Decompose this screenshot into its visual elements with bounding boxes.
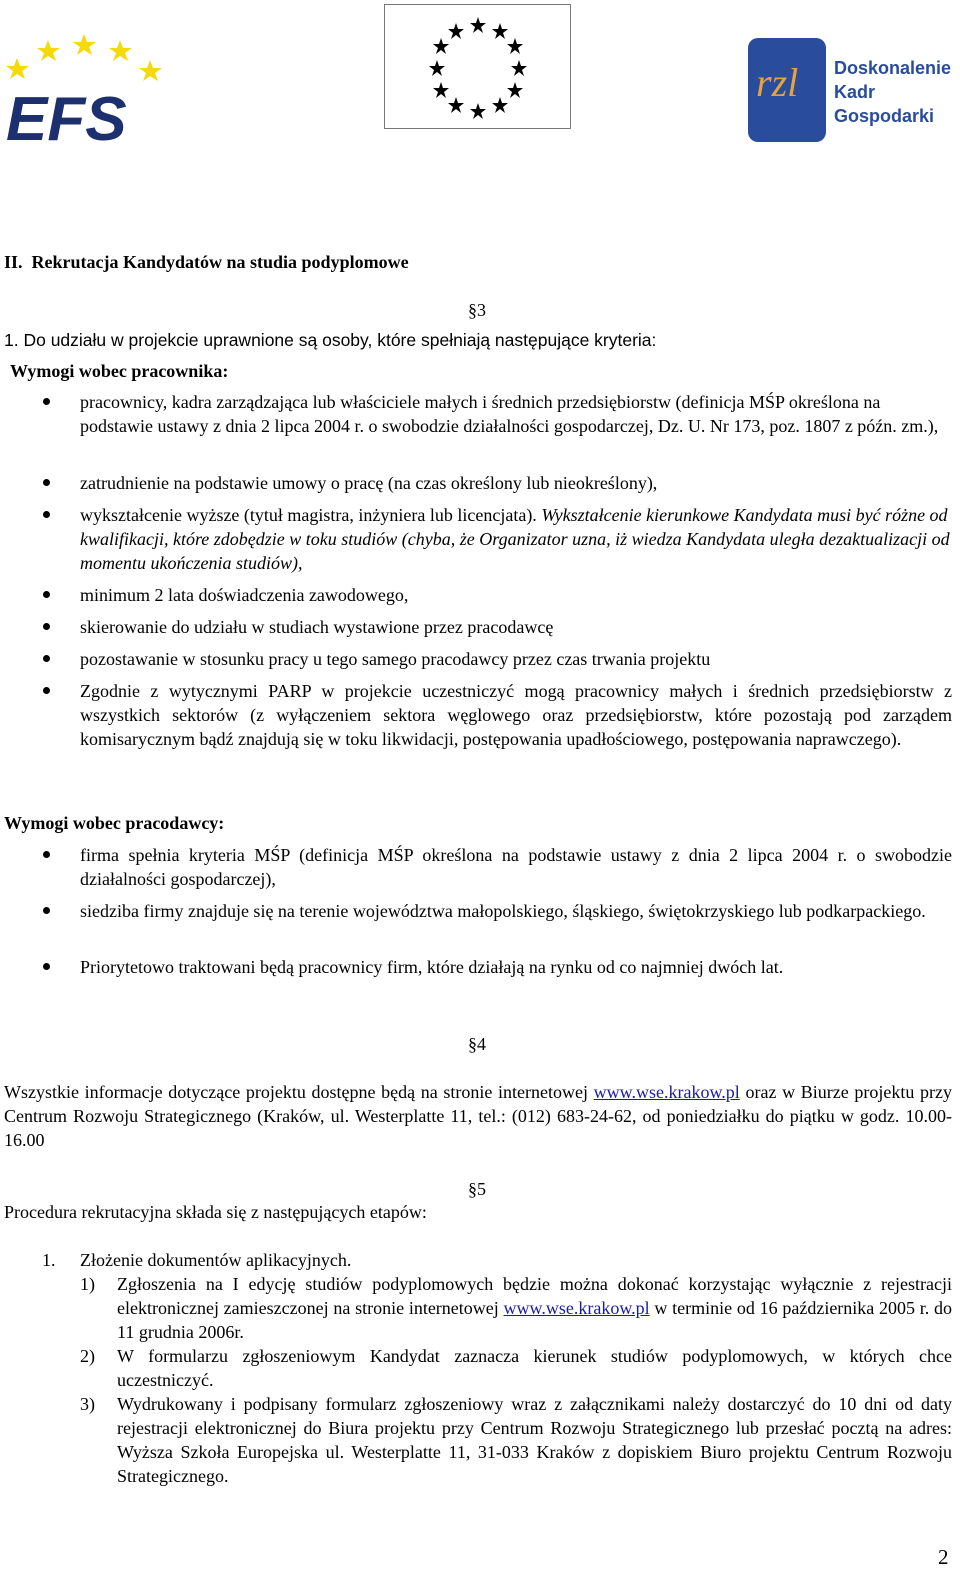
worker-item-education-note: Wykształcenie kierunkowe Kandydata musi być różne od kwalifikacji, które zdobędzie w toku studiów (chyba, że Organizator uzna, iż wiedza Kandydata uległa dezaktualizacji od momentu ukończenia studiów), [80,505,950,573]
dkg-line2: Kadr [834,82,876,102]
bullet [43,687,50,694]
worker-item: zatrudnienie na podstawie umowy o pracę (na czas określony lub nieokreślony), [80,473,658,493]
par4-text [4,1080,952,1152]
worker-item: pozostawanie w stosunku pracy u tego samego pracodawcy przez czas trwania projektu [80,649,711,669]
substep-text: Wydrukowany i podpisany formularz zgłoszeniowy wraz z załącznikami należy dostarczyć do 10 dni od daty rejestracji elektronicznej do Biura projektu przy Centrum Rozwoju Strategicznego lub przesłać pocztą na adres: Wyższa Szkoła Europejska ul. Westerplatte 11, 31-033 Kraków z dopiskiem Biuro projektu Centrum Rozwoju Strategicznego. [117,1394,952,1486]
bullet [43,591,50,598]
employer-heading: Wymogi wobec pracodawcy: [4,813,225,833]
bullet [43,851,50,858]
par3-intro: 1. Do udziału w projekcie uprawnione są osoby, które spełniają następujące kryteria: [4,330,657,350]
substep-number: 1) [80,1274,95,1294]
employer-item: siedziba firmy znajduje się na terenie województwa małopolskiego, śląskiego, świętokrzyskiego lub podkarpackiego. [80,901,926,921]
bullet [43,655,50,662]
bullet [43,479,50,486]
step1-text: Złożenie dokumentów aplikacyjnych. [80,1250,352,1270]
bullet [43,623,50,630]
website-link[interactable]: www.wse.krakow.pl [503,1298,650,1318]
dkg-line1: Doskonalenie [834,58,952,78]
substep-number: 3) [80,1394,95,1414]
dkg-line3: Gospodarki [834,106,935,126]
employer-item: firma spełnia kryteria MŚP (definicja MŚP określona na podstawie ustawy z dnia 2 lipca 2004 r. o swobodzie działalności gospodarczej), [80,845,952,889]
par4-text-before: Wszystkie informacje dotyczące projektu dostępne będą na stronie internetowej [4,1082,589,1102]
step1-number: 1. [42,1250,56,1270]
worker-item-education [80,503,952,575]
worker-item: pracownicy, kadra zarządzająca lub właściciele małych i średnich przedsiębiorstw (definicja MŚP określona na podstawie ustawy z dnia 2 lipca 2004 r. o swobodzie działalności gospodarczej, Dz. U. Nr 173, poz. 1807 z późn. zm.), [80,392,939,436]
par5-intro: Procedura rekrutacyjna składa się z następujących etapów: [4,1202,427,1222]
substep-number: 2) [80,1346,95,1366]
par4-text-after: oraz w Biurze projektu przy Centrum Rozwoju Strategicznego (Kraków, ul. Westerplatte 11, tel.: (012) 683-24-62, od poniedziałku do piątku w godz. 10.00-16.00 [4,1082,953,1150]
substep-text [117,1272,952,1344]
efs-logo [4,30,164,150]
bullet [43,963,50,970]
worker-item: minimum 2 lata doświadczenia zawodowego, [80,585,409,605]
worker-item: skierowanie do udziału w studiach wystawione przez pracodawcę [80,617,554,637]
worker-heading: Wymogi wobec pracownika: [10,361,229,381]
par4-symbol: §4 [468,1034,486,1054]
section-title: II. Rekrutacja Kandydatów na studia podyplomowe [4,252,409,272]
eu-flag [384,4,571,129]
substep-text: W formularzu zgłoszeniowym Kandydat zaznacza kierunek studiów podyplomowych, w których chce uczestniczyć. [117,1346,952,1390]
bullet [43,907,50,914]
dkg-mark: rzl [756,60,799,105]
substep-text-after: w terminie od 16 października 2005 r. do 11 grudnia 2006r. [117,1298,953,1342]
efs-logo-text: EFS [6,85,127,150]
bullet [43,398,50,405]
page-number: 2 [938,1545,949,1569]
bullet [43,511,50,518]
dkg-logo [744,36,958,146]
worker-item: Zgodnie z wytycznymi PARP w projekcie uczestniczyć mogą pracownicy małych i średnich przedsiębiorstw z wszystkich sektorów (z wyłączeniem sektora węglowego oraz przedsiębiorstw, które pozostają pod zarządem komisarycznym bądź znajdują się w toku likwidacji, postępowania upadłościowego, postępowania naprawczego). [80,681,952,749]
substep-text-before: Zgłoszenia na I edycję studiów podyplomowych będzie można dokonać korzystając wyłącznie z rejestracji elektronicznej zamieszczonej na stronie internetowej [117,1274,952,1318]
par3-symbol: §3 [468,300,486,320]
employer-item: Priorytetowo traktowani będą pracownicy firm, które działają na rynku od co najmniej dwóch lat. [80,957,784,977]
website-link[interactable]: www.wse.krakow.pl [593,1082,740,1102]
worker-item-education-text: wykształcenie wyższe (tytuł magistra, inżyniera lub licencjata). [80,505,537,525]
par5-symbol: §5 [468,1179,486,1199]
